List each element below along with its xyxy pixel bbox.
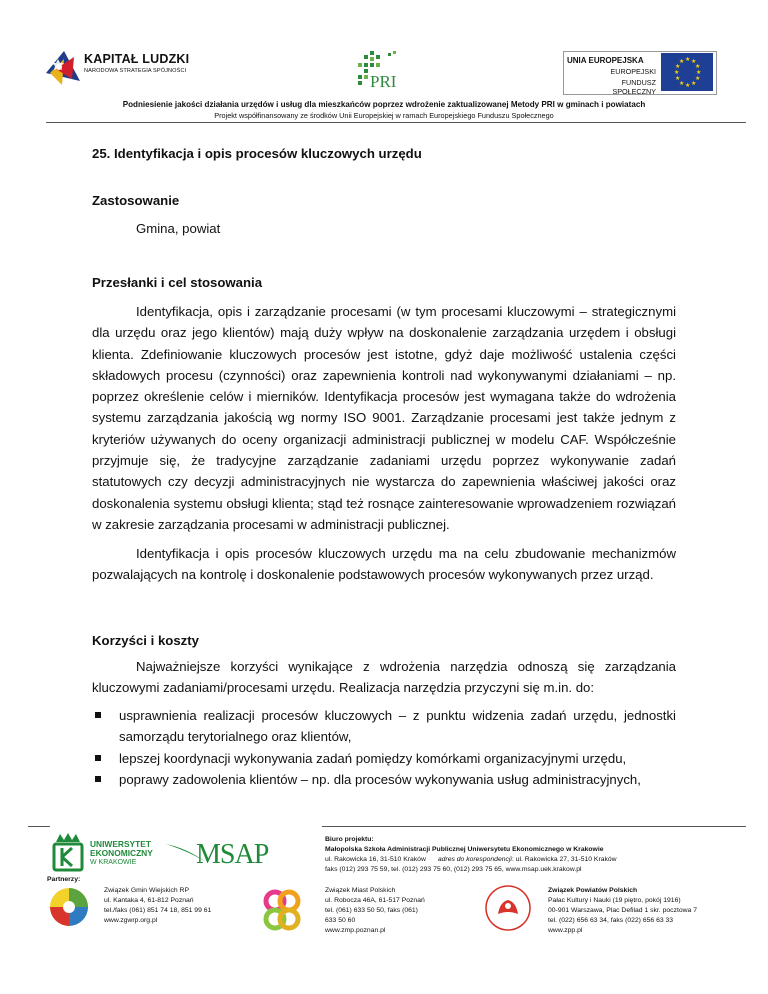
biuro-address: ul. Rakowicka 16, 31-510 Kraków — [325, 856, 426, 863]
list-item-text: usprawnienia realizacji procesów kluczowych – z punktu widzenia zadań urzędu, jednostki samorządu terytorialnego oraz klientów, — [119, 708, 676, 745]
partner-zpp-phone: tel. (022) 656 63 34, faks (022) 656 63 33 — [548, 917, 674, 924]
svg-text:★: ★ — [679, 80, 685, 87]
paragraph-przeslanki-1-text: Identyfikacja, opis i zarządzanie procesami (w tym procesami kluczowymi – strategicznymi dla urzędu oraz jego klientów) mają duży wpływ na doskonalenie zarządzania urzędem i obsługi klienta. Zdefiniowanie kluczowych procesów jest istotne, gdyż daje możliwość ustalenia części składowych procesu (czynności) oraz zapewnienia kontroli nad wykonywanymi działaniami – np. poprzez określenie celów i mierników. Identyfikacja procesów jest wymagana także do wdrożenia systemu zarządzania jakością wg normy ISO 9001. Zarządzanie procesami jest także jednym z kryteriów używanych do oceny organizacji administracji publicznej w modelu CAF. Współcześnie przyjmuje się, że tradycyjne zarządzanie zadaniami urzędu poprzez wykonywanie zadań statutowych czy decyzji administracyjnych nie wystarcza do zapewnienia właściwej jakości oraz doskonalenia systemu obsługi klienta; stąd też rosnące zainteresowanie wprowadzeniem rozwiązań w zakresie zarządzania procesami w administracji publicznej. — [92, 304, 676, 532]
biuro-line2 — [325, 855, 617, 865]
list-item — [92, 769, 676, 790]
uek-crest-icon — [50, 832, 86, 872]
eu-flag — [661, 53, 713, 91]
biuro-correspondence-address: : ul. Rakowicka 27, 31-510 Kraków — [511, 856, 617, 863]
list-item-text: lepszej koordynacji wykonywania zadań pomiędzy komórkami organizacyjnymi urzędu, — [119, 750, 627, 766]
list-item-text: poprawy zadowolenia klientów – np. dla procesów wykonywania usług administracyjnych, — [119, 771, 641, 787]
paragraph-korzysci-1-text: Najważniejsze korzyści wynikające z wdrożenia narzędzia odnoszą się zarządzania kluczowymi zadaniami/procesami urzędu. Realizacja narzędzia przyczyni się m.in. do: — [92, 659, 676, 696]
svg-text:★: ★ — [675, 63, 681, 70]
zpp-logo — [484, 884, 532, 932]
zgw-logo — [48, 886, 90, 928]
zpp-badge-icon — [484, 884, 532, 932]
document-title: 25. Identyfikacja i opis procesów kluczowych urzędu — [92, 146, 422, 161]
header-divider — [46, 122, 746, 123]
kapital-ludzki-logo — [44, 47, 82, 87]
section-heading-zastosowanie: Zastosowanie — [92, 193, 180, 208]
uek-line3: W KRAKOWIE — [90, 859, 137, 866]
zmp-logo — [262, 888, 302, 934]
svg-text:★: ★ — [691, 80, 697, 87]
zgw-wheel-icon — [48, 886, 90, 928]
partner-zpp-www: www.zpp.pl — [548, 927, 583, 934]
partner-zmp-name: Związek Miast Polskich — [325, 887, 396, 894]
kapital-ludzki-emblem-icon — [44, 47, 82, 87]
partner-zgw-address: ul. Kantaka 4, 61-812 Poznań — [104, 897, 194, 904]
bullet-square-icon — [95, 755, 101, 761]
footer-divider-right — [322, 826, 746, 827]
svg-text:★: ★ — [695, 75, 701, 82]
ue-line2: EUROPEJSKI — [610, 67, 656, 76]
biuro-line1: Małopolska Szkoła Administracji Publicznej Uniwersytetu Ekonomicznego w Krakowie — [325, 846, 604, 853]
msap-logo: MSAP — [196, 839, 269, 870]
svg-text:★: ★ — [674, 69, 680, 76]
partners-label: Partnerzy: — [47, 876, 81, 883]
biuro-heading: Biuro projektu: — [325, 836, 374, 843]
biuro-line3: faks (012) 293 75 59, tel. (012) 293 75 60, (012) 293 75 65, www.msap.uek.krakow.pl — [325, 866, 582, 873]
paragraph-przeslanki-2 — [92, 543, 676, 586]
biuro-correspondence-label: adres do korespondencji — [437, 856, 512, 863]
section-heading-przeslanki: Przesłanki i cel stosowania — [92, 275, 263, 290]
paragraph-korzysci-1 — [92, 656, 676, 699]
pri-logo-text: PRI — [370, 72, 397, 91]
ue-line3: FUNDUSZ SPOŁECZNY — [612, 78, 656, 96]
svg-text:★: ★ — [695, 63, 701, 70]
bullet-square-icon — [95, 776, 101, 782]
benefits-list — [92, 705, 676, 790]
header-title: Podniesienie jakości działania urzędów i usług dla mieszkańców poprzez wdrożenie zaktualizowanej Metody PRI w gminach i powiatach — [122, 100, 646, 109]
partner-zmp-www: www.zmp.poznan.pl — [325, 927, 386, 934]
zmp-rings-icon — [262, 888, 302, 934]
partner-zgw-phone: tel./faks (061) 851 74 18, 851 99 61 — [104, 907, 212, 914]
svg-text:★: ★ — [696, 69, 702, 76]
svg-text:★: ★ — [691, 58, 697, 65]
section-heading-korzysci: Korzyści i koszty — [92, 633, 200, 648]
eu-stars-icon — [661, 53, 713, 91]
svg-text:★: ★ — [675, 75, 681, 82]
kapital-ludzki-name: KAPITAŁ LUDZKI — [84, 52, 190, 66]
paragraph-przeslanki-1 — [92, 301, 676, 535]
header-subtitle: Projekt współfinansowany ze środków Unii Europejskiej w ramach Europejskiego Funduszu Społecznego — [214, 111, 554, 120]
partner-zpp-address2: 00-901 Warszawa, Plac Defilad 1 skr. pocztowa 7 — [548, 907, 697, 914]
partner-zmp-phone: tel. (061) 633 50 50, faks (061) — [325, 907, 418, 914]
partner-zmp-fax: 633 50 60 — [325, 917, 356, 924]
uek-line1: UNIWERSYTET — [90, 839, 151, 849]
partner-zgw-www: www.zgwrp.org.pl — [104, 917, 158, 924]
svg-text:★: ★ — [679, 58, 685, 65]
list-item — [92, 748, 676, 769]
partner-zgw-name: Związek Gmin Wiejskich RP — [104, 887, 189, 894]
partner-zpp-name: Związek Powiatów Polskich — [548, 887, 638, 894]
kapital-ludzki-subtitle: NARODOWA STRATEGIA SPÓJNOŚCI — [84, 68, 187, 74]
svg-text:★: ★ — [685, 56, 691, 63]
section-text-zastosowanie: Gmina, powiat — [136, 221, 221, 236]
partner-zpp-address1: Pałac Kultury i Nauki (19 piętro, pokój 1916) — [548, 897, 681, 904]
ue-line1: UNIA EUROPEJSKA — [567, 56, 644, 65]
uek-logo — [50, 832, 86, 872]
footer-divider-left — [28, 826, 50, 827]
uek-line2: EKONOMICZNY — [90, 848, 153, 858]
list-item — [92, 705, 676, 748]
partner-zmp-address: ul. Robocza 46A, 61-517 Poznań — [325, 897, 425, 904]
paragraph-przeslanki-2-text: Identyfikacja i opis procesów kluczowych urzędu ma na celu zbudowanie mechanizmów pozwalających na kontrolę i doskonalenie podstawowych procesów wykonywanych przez urząd. — [92, 546, 676, 583]
svg-text:★: ★ — [685, 82, 691, 89]
bullet-square-icon — [95, 712, 101, 718]
